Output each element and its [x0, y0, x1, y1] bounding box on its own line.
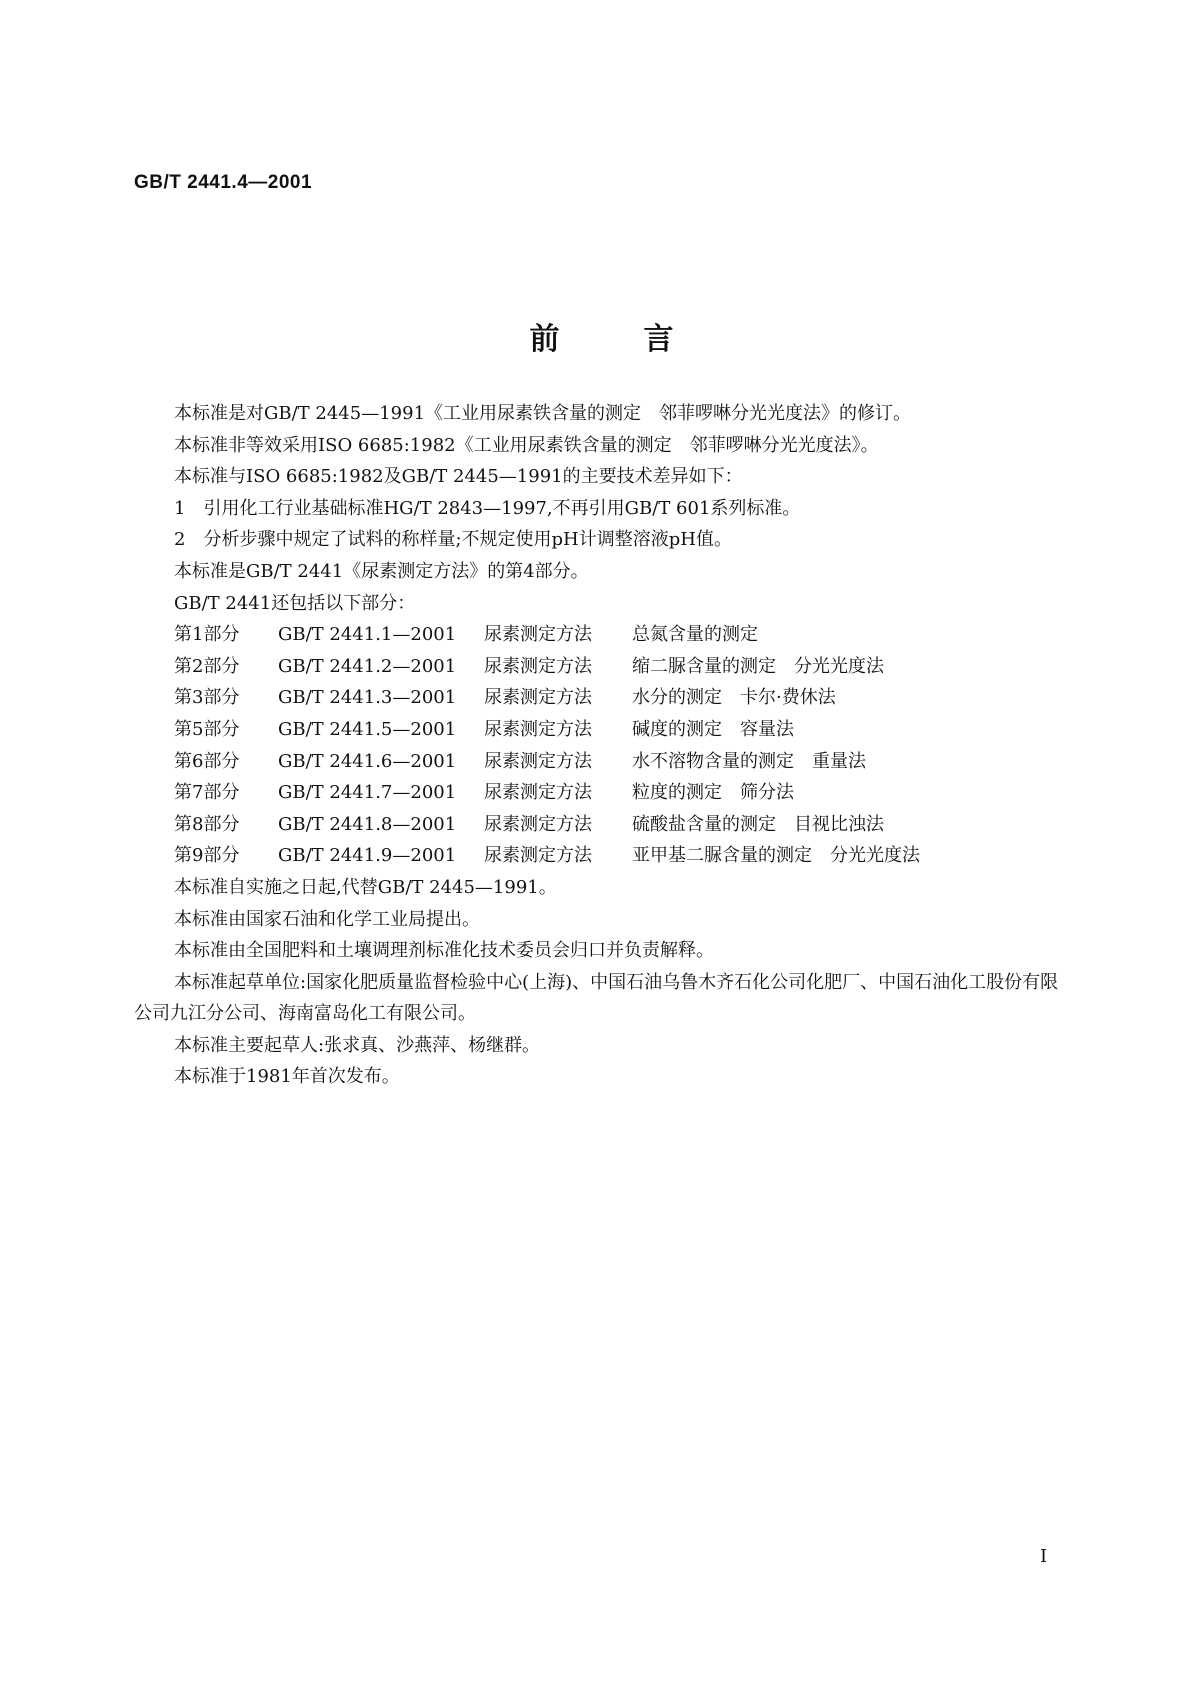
part-series: 尿素测定方法 [484, 655, 592, 677]
part-code: GB/T 2441.7—2001 [278, 782, 457, 804]
part-number: 第8部分 [174, 813, 240, 835]
paragraph-revision: 本标准是对GB/T 2445—1991《工业用尿素铁含量的测定 邻菲啰啉分光光度法》的修订。 [174, 403, 912, 424]
part-series: 尿素测定方法 [484, 845, 592, 867]
paragraph-drafting-units: 本标准起草单位:国家化肥质量监督检验中心(上海)、中国石油乌鲁木齐石化公司化肥厂、中国石油化工股份有限公司九江分公司、海南富岛化工有限公司。 [134, 971, 1059, 1025]
part-number: 第9部分 [174, 845, 240, 867]
paragraph-differences-intro: 本标准与ISO 6685:1982及GB/T 2445—1991的主要技术差异如下： [174, 466, 743, 488]
part-subject: 粒度的测定 筛分法 [632, 782, 794, 804]
list-item [174, 714, 1064, 746]
paragraph-first-published: 本标准于1981年首次发布。 [174, 1066, 400, 1088]
paragraph-difference-1: 1 引用化工行业基础标准HG/T 2843—1997,不再引用GB/T 601系列标准。 [174, 497, 801, 519]
paragraph-difference-2: 2 分析步骤中规定了试料的称样量;不规定使用pH计调整溶液pH值。 [174, 529, 732, 551]
part-code: GB/T 2441.2—2001 [278, 655, 457, 677]
foreword-body [134, 398, 1064, 1093]
part-subject: 缩二脲含量的测定 分光光度法 [632, 655, 884, 677]
part-series: 尿素测定方法 [484, 813, 592, 835]
page-title: 前言 [529, 322, 758, 357]
part-code: GB/T 2441.5—2001 [278, 718, 457, 740]
list-item [174, 840, 1064, 872]
list-item [174, 809, 1064, 841]
parts-list [134, 619, 1064, 872]
part-series: 尿素测定方法 [484, 687, 592, 709]
part-series: 尿素测定方法 [484, 718, 592, 740]
paragraph-parts-intro: GB/T 2441还包括以下部分： [174, 592, 416, 614]
part-code: GB/T 2441.9—2001 [278, 845, 457, 867]
list-item [174, 619, 1064, 651]
list-item [174, 651, 1064, 683]
paragraph-part-of-series: 本标准是GB/T 2441《尿素测定方法》的第4部分。 [174, 560, 589, 582]
list-item [174, 682, 1064, 714]
part-series: 尿素测定方法 [484, 624, 592, 646]
paragraph-proposed-by: 本标准由国家石油和化学工业局提出。 [174, 908, 480, 930]
paragraph-drafters: 本标准主要起草人:张求真、沙燕萍、杨继群。 [174, 1034, 541, 1056]
part-number: 第1部分 [174, 624, 240, 646]
paragraph-replaces: 本标准自实施之日起,代替GB/T 2445—1991。 [174, 876, 557, 898]
part-series: 尿素测定方法 [484, 750, 592, 772]
page-number: I [1040, 1546, 1048, 1567]
part-code: GB/T 2441.8—2001 [278, 813, 457, 835]
paragraph-adoption: 本标准非等效采用ISO 6685:1982《工业用尿素铁含量的测定 邻菲啰啉分光光度法》。 [174, 434, 879, 456]
part-code: GB/T 2441.1—2001 [278, 624, 457, 646]
part-number: 第3部分 [174, 687, 240, 709]
part-code: GB/T 2441.3—2001 [278, 687, 457, 709]
paragraph-responsible: 本标准由全国肥料和土壤调理剂标准化技术委员会归口并负责解释。 [174, 940, 714, 962]
list-item [174, 746, 1064, 778]
part-subject: 水分的测定 卡尔·费休法 [632, 687, 836, 709]
part-subject: 亚甲基二脲含量的测定 分光光度法 [632, 845, 920, 867]
part-subject: 总氮含量的测定 [632, 624, 758, 646]
part-number: 第5部分 [174, 718, 240, 740]
list-item [174, 777, 1064, 809]
part-number: 第2部分 [174, 655, 240, 677]
part-subject: 碱度的测定 容量法 [632, 718, 794, 740]
part-number: 第7部分 [174, 782, 240, 804]
part-number: 第6部分 [174, 750, 240, 772]
part-subject: 硫酸盐含量的测定 目视比浊法 [632, 813, 884, 835]
standard-code-header: GB/T 2441.4—2001 [134, 172, 313, 193]
part-subject: 水不溶物含量的测定 重量法 [632, 750, 866, 772]
part-code: GB/T 2441.6—2001 [278, 750, 457, 772]
part-series: 尿素测定方法 [484, 782, 592, 804]
